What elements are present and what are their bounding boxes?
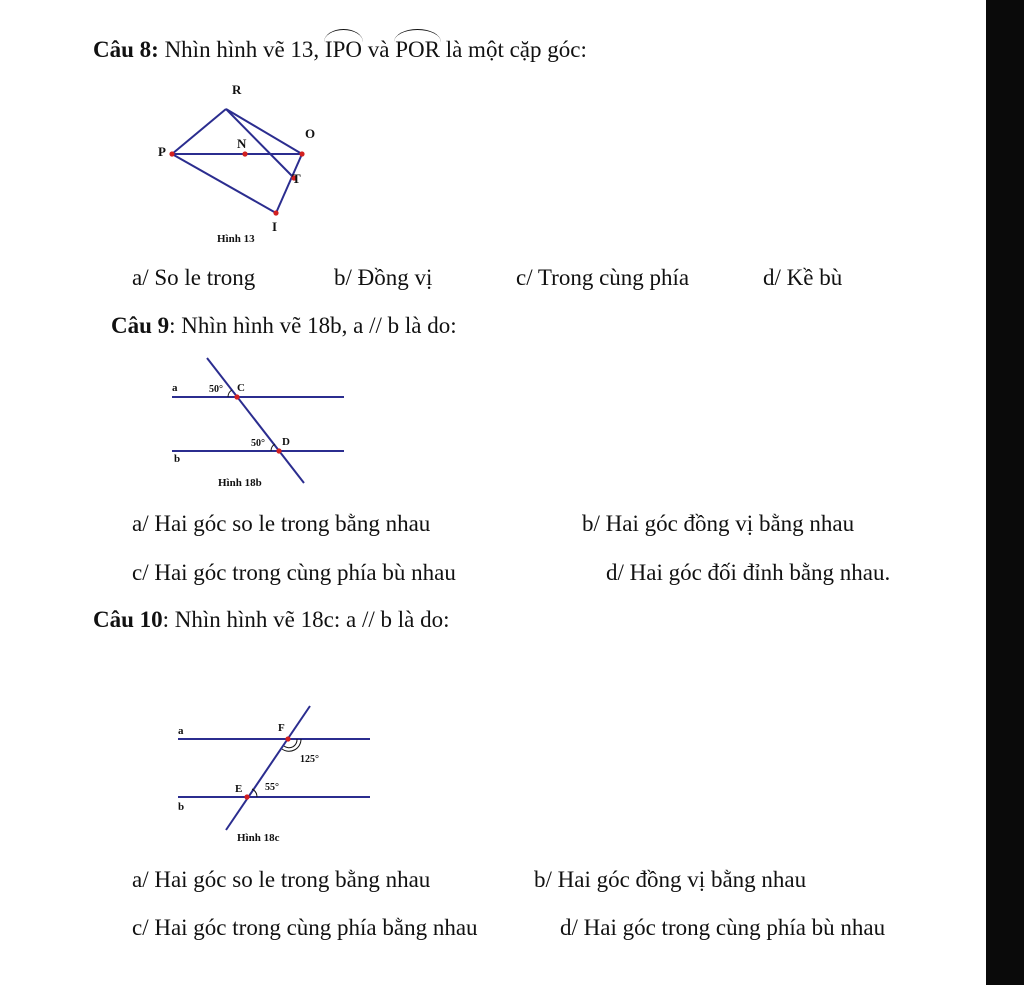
q9-option-b: b/ Hai góc đồng vị bằng nhau — [582, 511, 855, 536]
q8-option-b: b/ Đồng vị — [334, 265, 433, 290]
label-p: P — [158, 144, 166, 159]
q10-option-a: a/ Hai góc so le trong bằng nhau — [132, 867, 431, 892]
caption-hinh-18c: Hình 18c — [237, 832, 280, 844]
point-f-dot — [285, 736, 290, 741]
q10-option-d: d/ Hai góc trong cùng phía bù nhau — [560, 915, 886, 940]
q9-option-d: d/ Hai góc đối đỉnh bằng nhau. — [606, 560, 891, 585]
transversal-ef — [226, 706, 310, 830]
q10-option-c: c/ Hai góc trong cùng phía bằng nhau — [132, 915, 478, 940]
q9-label: Câu 9 — [111, 313, 170, 338]
q8-angle1: IPO — [324, 37, 362, 62]
q8-text-a: Nhìn hình vẽ 13, — [158, 37, 325, 62]
q8-text-c: là một cặp góc: — [439, 37, 587, 62]
q8-option-a: a/ So le trong — [132, 265, 256, 290]
label-line-b: b — [174, 453, 181, 465]
q8-option-c: c/ Trong cùng phía — [516, 265, 690, 290]
q9-option-c: c/ Hai góc trong cùng phía bù nhau — [132, 560, 456, 585]
angle-label-e: 55° — [265, 782, 279, 793]
q9-text: : Nhìn hình vẽ 18b, a // b là do: — [169, 313, 457, 338]
label-d: D — [282, 436, 290, 448]
label-c: C — [237, 382, 245, 394]
q10-option-b: b/ Hai góc đồng vị bằng nhau — [534, 867, 807, 892]
caption-hinh-13: Hình 13 — [217, 233, 255, 245]
label-i: I — [272, 219, 278, 234]
caption-hinh-18b: Hình 18b — [218, 477, 262, 489]
q8-option-d: d/ Kề bù — [763, 265, 843, 290]
q8-label: Câu 8: — [93, 37, 159, 62]
label-e: E — [235, 783, 243, 795]
q10-text: : Nhìn hình vẽ 18c: a // b là do: — [162, 607, 450, 632]
angle-label-f: 125° — [300, 754, 319, 765]
label-r: R — [232, 82, 242, 97]
label-line-b: b — [178, 801, 185, 813]
label-n: N — [237, 136, 247, 151]
q10-label: Câu 10 — [93, 607, 163, 632]
angle-arc-f-outer — [282, 739, 301, 751]
label-line-a: a — [172, 382, 178, 394]
point-e-dot — [244, 794, 249, 799]
label-o: O — [305, 126, 316, 141]
q8-angle2: POR — [395, 37, 440, 62]
label-t: T — [292, 171, 301, 186]
label-f: F — [278, 722, 285, 734]
label-line-a: a — [178, 725, 184, 737]
angle-label-c: 50° — [209, 384, 223, 395]
q9-option-a: a/ Hai góc so le trong bằng nhau — [132, 511, 431, 536]
angle-label-d: 50° — [251, 438, 265, 449]
q8-text-b: và — [361, 37, 396, 62]
